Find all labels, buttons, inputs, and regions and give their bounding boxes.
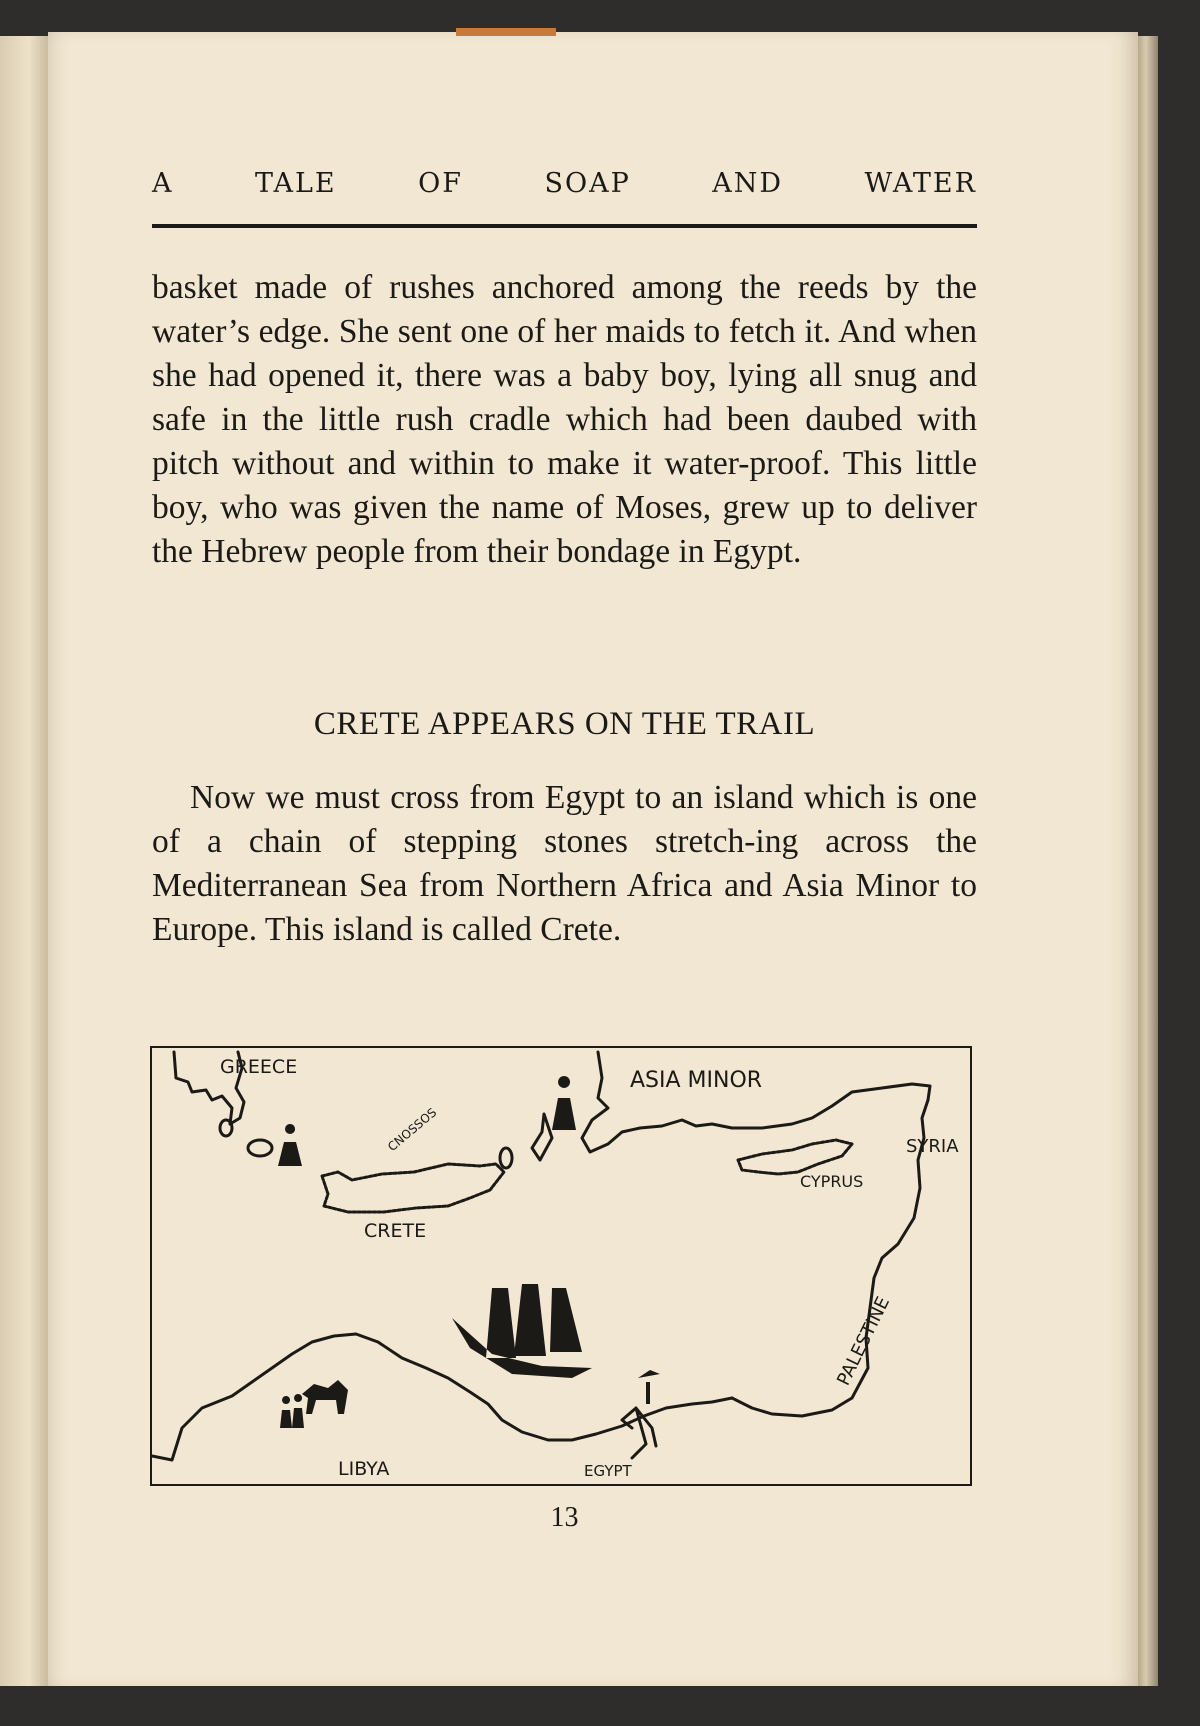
header-word: TALE [254, 168, 337, 199]
map-label-crete: CRETE [364, 1220, 427, 1242]
map-label-egypt: EGYPT [584, 1462, 632, 1480]
facing-page-edge [0, 36, 48, 1686]
figure-asia-minor [552, 1076, 576, 1130]
camel-figure [302, 1380, 348, 1414]
paragraph-crete: Now we must cross from Egypt to an island which is one of a chain of stepping stones stretch-ing across the Mediterranean Sea from Northern Africa and Asia Minor to Europe. This island is called Crete. [152, 779, 977, 948]
map-label-greece: GREECE [220, 1056, 298, 1078]
running-header [152, 168, 977, 199]
header-word: WATER [864, 168, 977, 199]
header-word: SOAP [544, 168, 631, 199]
figure-crete [278, 1124, 302, 1166]
palm-tree [638, 1370, 660, 1404]
page-number: 13 [550, 1502, 579, 1533]
map-label-cnossos: CNOSSOS [385, 1105, 440, 1154]
mediterranean-map [150, 1046, 972, 1486]
map-label-syria: SYRIA [906, 1136, 959, 1157]
map-drawing [152, 1048, 970, 1484]
map-label-asia-minor: ASIA MINOR [630, 1068, 763, 1093]
header-word: AND [712, 168, 784, 199]
section-heading: CRETE APPEARS ON THE TRAIL [313, 706, 816, 742]
crete-island [322, 1164, 504, 1212]
map-label-libya: LIBYA [338, 1458, 390, 1480]
boat-with-rowers [452, 1284, 592, 1378]
map-label-cyprus: CYPRUS [800, 1172, 864, 1191]
map-label-palestine: PALESTINE [833, 1293, 895, 1389]
bookmark-tab [456, 28, 556, 36]
nile-delta [622, 1408, 656, 1458]
walking-figures [280, 1394, 304, 1428]
asia-minor-coast [582, 1052, 930, 1152]
header-rule [152, 224, 977, 228]
cyprus-island [738, 1140, 852, 1174]
header-word: A [152, 168, 174, 199]
page-stack-edge [1138, 36, 1158, 1686]
header-word: OF [418, 168, 463, 199]
paragraph-moses: basket made of rushes anchored among the reeds by the water’s edge. She sent one of her maids to fetch it. And when she had opened it, there was a baby boy, lying all snug and safe in the little rush cradle which had been daubed with pitch without and within to make it water-proof. This little boy, who was given the name of Moses, grew up to deliver the Hebrew people from their bondage in Egypt. [152, 269, 977, 570]
levant-coast [732, 1100, 928, 1416]
